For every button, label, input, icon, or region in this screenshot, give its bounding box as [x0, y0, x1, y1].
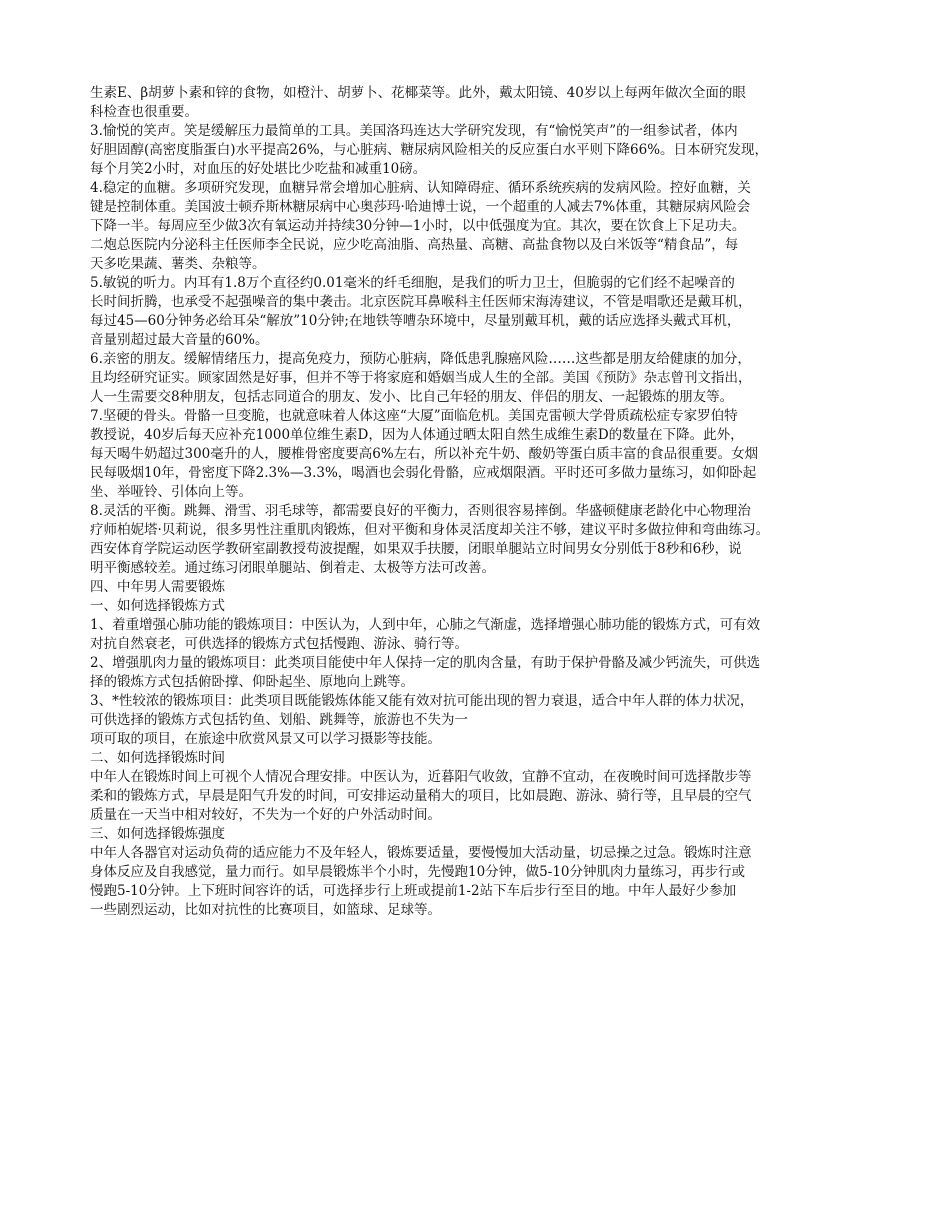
text-line: 一些剧烈运动，比如对抗性的比赛项目，如篮球、足球等。 — [90, 902, 441, 918]
subsection-heading: 二、如何选择锻炼时间 — [90, 750, 225, 766]
text-line: 3、*性较浓的锻炼项目：此类项目既能锻炼体能又能有效对抗可能出现的智力衰退，适合中年人群的体力状况， — [90, 693, 754, 709]
text-line: 坐、举哑铃、引体向上等。 — [90, 484, 252, 500]
text-line: 5.敏锐的听力。内耳有1.8万个直径约0.01毫米的纤毛细胞，是我们的听力卫士，但脆弱的它们经不起噪音的 — [90, 275, 735, 291]
text-line: 项可取的项目，在旅途中欣赏风景又可以学习摄影等技能。 — [90, 731, 441, 747]
text-line: 2、增强肌肉力量的锻炼项目：此类项目能使中年人保持一定的肌肉含量，有助于保护骨骼及减少钙流失，可供选 — [90, 655, 761, 671]
text-line: 键是控制体重。美国波士顿乔斯林糖尿病中心奥莎玛·哈迪博士说，一个超重的人减去7%体重，其糖尿病风险会 — [90, 199, 751, 215]
text-line: 人一生需要交8种朋友，包括志同道合的朋友、发小、比自己年轻的朋友、伴侣的朋友、一起锻炼的朋友等。 — [90, 389, 734, 405]
text-line: 可供选择的锻炼方式包括钓鱼、划船、跳舞等，旅游也不失为一 — [90, 712, 468, 728]
text-line: 科检查也很重要。 — [90, 104, 198, 120]
text-line: 且均经研究证实。顾家固然是好事，但并不等于将家庭和婚姻当成人生的全部。美国《预防》杂志曾刊文指出， — [90, 370, 752, 386]
text-line: 1、着重增强心肺功能的锻炼项目：中医认为，人到中年，心肺之气渐虚，选择增强心肺功能的锻炼方式，可有效 — [90, 617, 761, 633]
text-line: 7.坚硬的骨头。骨骼一旦变脆，也就意味着人体这座“大厦”面临危机。美国克雷顿大学骨质疏松症专家罗伯特 — [90, 408, 738, 424]
text-line: 下降一半。每周应至少做3次有氧运动并持续30分钟—1小时，以中低强度为宜。其次，要在饮食上下足功夫。 — [90, 218, 746, 234]
text-line: 明平衡感较差。通过练习闭眼单腿站、倒着走、太极等方法可改善。 — [90, 560, 495, 576]
text-line: 每过45—60分钟务必给耳朵“解放”10分钟;在地铁等嘈杂环境中，尽量别戴耳机，戴的话应选择头戴式耳机， — [90, 313, 741, 329]
text-line: 天多吃果蔬、薯类、杂粮等。 — [90, 256, 266, 272]
text-line: 疗师柏妮塔·贝莉说，很多男性注重肌肉锻炼，但对平衡和身体灵活度却关注不够，建议平时多做拉伸和弯曲练习。 — [90, 522, 770, 538]
text-line: 慢跑5-10分钟。上下班时间容许的话，可选择步行上班或提前1-2站下车后步行至目的地。中年人最好少参加 — [90, 883, 737, 899]
text-line: 8.灵活的平衡。跳舞、滑雪、羽毛球等，都需要良好的平衡力，否则很容易摔倒。华盛顿健康老龄化中心物理治 — [90, 503, 751, 519]
text-line: 每个月笑2小时，对血压的好处堪比少吃盐和减重10磅。 — [90, 161, 427, 177]
text-line: 质量在一天当中相对较好，不失为一个好的户外活动时间。 — [90, 807, 441, 823]
text-line: 西安体育学院运动医学教研室副教授苟波提醒，如果双手扶腰，闭眼单腿站立时间男女分别低于8秒和6秒，说 — [90, 541, 742, 557]
text-line: 教授说，40岁后每天应补充1000单位维生素D，因为人体通过晒太阳自然生成维生素D的数量在下降。此外， — [90, 427, 744, 443]
text-line: 柔和的锻炼方式，早晨是阳气升发的时间，可安排运动量稍大的项目，比如晨跑、游泳、骑行等，且早晨的空气 — [90, 788, 752, 804]
section-heading: 四、中年男人需要锻炼 — [90, 579, 225, 595]
subsection-heading: 三、如何选择锻炼强度 — [90, 826, 225, 842]
text-line: 民每吸烟10年，骨密度下降2.3%—3.3%，喝酒也会弱化骨骼，应戒烟限酒。平时还可多做力量练习，如仰卧起 — [90, 465, 757, 481]
text-line: 好胆固醇(高密度脂蛋白)水平提高26%，与心脏病、糖尿病风险相关的反应蛋白水平则下降66%。日本研究发现， — [90, 142, 769, 158]
text-line: 音量别超过最大音量的60%。 — [90, 332, 269, 348]
text-line: 二炮总医院内分泌科主任医师李全民说，应少吃高油脂、高热量、高糖、高盐食物以及白米饭等“精食品”，每 — [90, 237, 739, 253]
text-line: 择的锻炼方式包括俯卧撑、仰卧起坐、原地向上跳等。 — [90, 674, 414, 690]
text-line: 3.愉悦的笑声。笑是缓解压力最简单的工具。美国洛玛连达大学研究发现，有“愉悦笑声”的一组参试者，体内 — [90, 123, 738, 139]
text-line: 长时间折腾，也承受不起强噪音的集中袭击。北京医院耳鼻喉科主任医师宋海涛建议，不管是唱歌还是戴耳机， — [90, 294, 752, 310]
text-line: 生素E、β胡萝卜素和锌的食物，如橙汁、胡萝卜、花椰菜等。此外，戴太阳镜、40岁以上每两年做次全面的眼 — [90, 85, 746, 101]
text-line: 6.亲密的朋友。缓解情绪压力，提高免疫力，预防心脏病，降低患乳腺癌风险……这些都是朋友给健康的加分， — [90, 351, 751, 367]
document-body — [90, 84, 880, 920]
text-line: 4.稳定的血糖。多项研究发现，血糖异常会增加心脏病、认知障碍症、循环系统疾病的发病风险。控好血糖，关 — [90, 180, 751, 196]
text-line: 中年人各器官对运动负荷的适应能力不及年轻人，锻炼要适量，要慢慢加大活动量，切忌操之过急。锻炼时注意 — [90, 845, 752, 861]
text-line: 身体反应及自我感觉，量力而行。如早晨锻炼半个小时，先慢跑10分钟，做5-10分钟肌肉力量练习，再步行或 — [90, 864, 746, 880]
text-line: 中年人在锻炼时间上可视个人情况合理安排。中医认为，近暮阳气收敛，宜静不宜动，在夜晚时间可选择散步等 — [90, 769, 752, 785]
subsection-heading: 一、如何选择锻炼方式 — [90, 598, 225, 614]
text-line: 每天喝牛奶超过300毫升的人，腰椎骨密度要高6%左右，所以补充牛奶、酸奶等蛋白质丰富的食品很重要。女烟 — [90, 446, 759, 462]
text-line: 对抗自然衰老，可供选择的锻炼方式包括慢跑、游泳、骑行等。 — [90, 636, 468, 652]
